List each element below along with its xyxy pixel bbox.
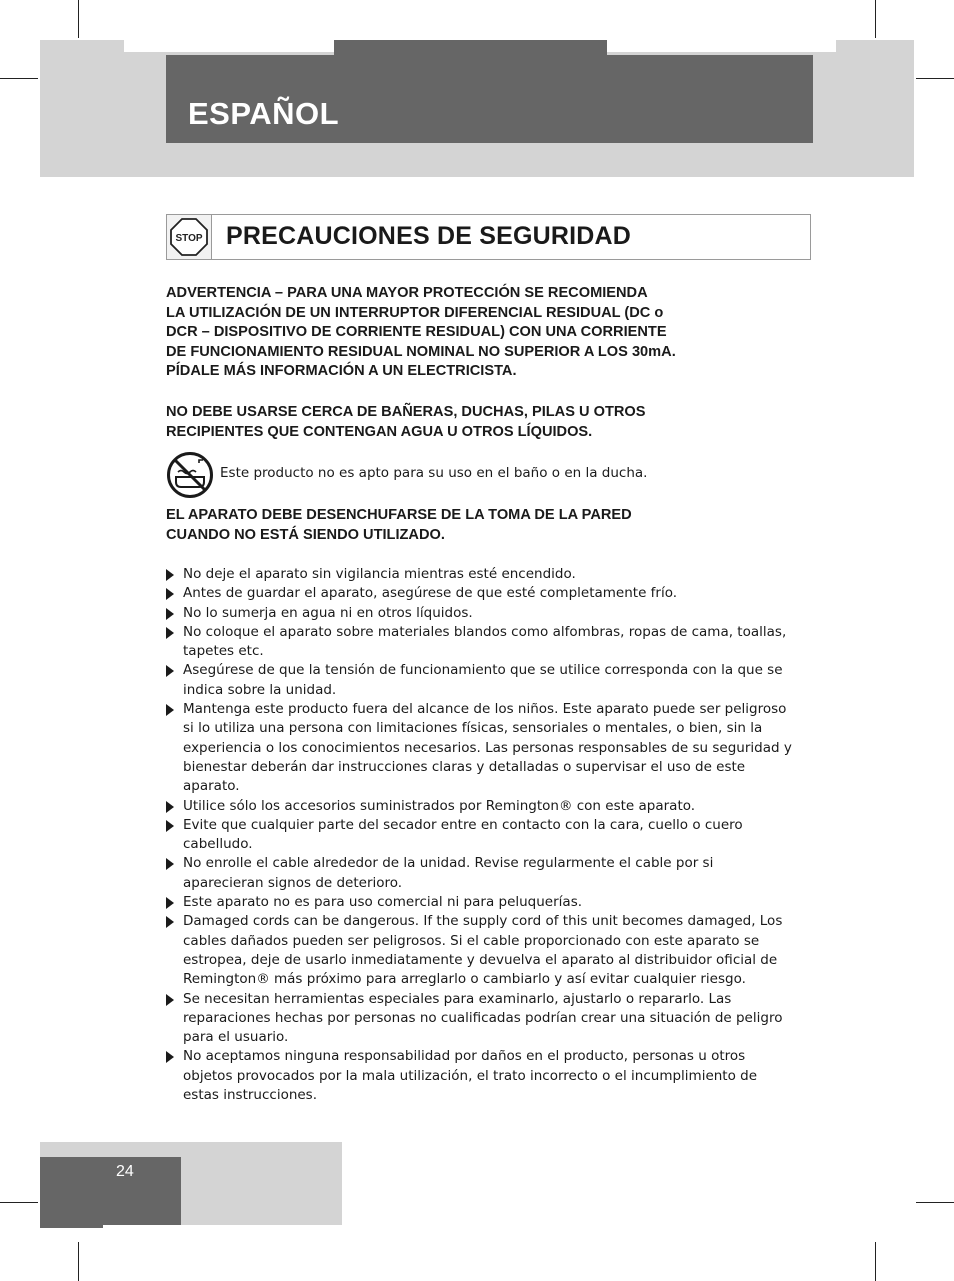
list-item: No deje el aparato sin vigilancia mientras esté encendido. [166, 565, 796, 584]
section-title: PRECAUCIONES DE SEGURIDAD [226, 222, 632, 250]
warning-line: DCR – DISPOSITIVO DE CORRIENTE RESIDUAL) CON UNA CORRIENTE [166, 324, 667, 341]
warning-line: PÍDALE MÁS INFORMACIÓN A UN ELECTRICISTA. [166, 363, 517, 380]
footer-page-block-tab [40, 1222, 103, 1228]
rcd-warning [166, 284, 676, 382]
list-item: Este aparato no es para uso comercial ni para peluquerías. [166, 893, 796, 912]
crop-mark [78, 1242, 79, 1281]
page-number: 24 [116, 1163, 134, 1180]
language-title: ESPAÑOL [188, 96, 340, 131]
crop-mark [78, 0, 79, 38]
arrow-icon [166, 994, 174, 1006]
arrow-icon [166, 588, 174, 600]
list-item: Evite que cualquier parte del secador entre en contacto con la cara, cuello o cuero cabelludo. [166, 816, 796, 855]
stop-icon [167, 215, 211, 259]
arrow-icon [166, 820, 174, 832]
list-item: No enrolle el cable alrededor de la unidad. Revise regularmente el cable por si aparecieran signos de deterioro. [166, 854, 796, 893]
warning-line: DE FUNCIONAMIENTO RESIDUAL NOMINAL NO SUPERIOR A LOS 30mA. [166, 343, 676, 360]
unplug-warning [166, 506, 632, 545]
no-bath-icon [166, 451, 214, 499]
list-item: No lo sumerja en agua ni en otros líquidos. [166, 604, 796, 623]
header-dark-tab [334, 40, 607, 56]
stop-icon-cell [167, 215, 212, 259]
crop-mark [0, 1202, 38, 1203]
warning-line: NO DEBE USARSE CERCA DE BAÑERAS, DUCHAS, PILAS U OTROS [166, 404, 646, 420]
bath-note: Este producto no es apto para su uso en el baño o en la ducha. [220, 465, 648, 481]
crop-mark [0, 78, 38, 79]
list-item: Antes de guardar el aparato, asegúrese de que esté completamente frío. [166, 584, 796, 603]
arrow-icon [166, 627, 174, 639]
warning-line: LA UTILIZACIÓN DE UN INTERRUPTOR DIFERENCIAL RESIDUAL (DC o [166, 304, 664, 321]
footer-page-block [40, 1157, 181, 1225]
arrow-icon [166, 608, 174, 620]
crop-mark [916, 1202, 954, 1203]
warning-line: RECIPIENTES QUE CONTENGAN AGUA U OTROS LÍQUIDOS. [166, 423, 593, 440]
warning-line: EL APARATO DEBE DESENCHUFARSE DE LA TOMA DE LA PARED [166, 507, 632, 523]
list-item: Damaged cords can be dangerous. If the supply cord of this unit becomes damaged, Los cables dañados pueden ser peligrosos. Si el cable proporcionado con este aparato se estropea, deje de usarlo inmediatamente y devuelva el aparato al distribuidor oficial de Remington® más próximo para arreglarlo o cambiarlo y así evitar cualquier riesgo. [166, 912, 796, 989]
arrow-icon [166, 916, 174, 928]
warning-line: ADVERTENCIA – PARA UNA MAYOR PROTECCIÓN SE RECOMIENDA [166, 285, 648, 301]
arrow-icon [166, 858, 174, 870]
arrow-icon [166, 897, 174, 909]
stop-icon-text: STOP [175, 233, 203, 244]
warning-line: CUANDO NO ESTÁ SIENDO UTILIZADO. [166, 526, 445, 543]
list-item: Se necesitan herramientas especiales para examinarlo, ajustarlo o repararlo. Las reparaciones hechas por personas no cualificadas podrían crear una situación de peligro para el usuario. [166, 990, 796, 1048]
crop-mark [875, 1242, 876, 1281]
section-header [166, 214, 811, 260]
list-item: Utilice sólo los accesorios suministrados por Remington® con este aparato. [166, 797, 796, 816]
arrow-icon [166, 704, 174, 716]
header-band-tab [836, 40, 914, 54]
list-item: Asegúrese de que la tensión de funcionamiento que se utilice corresponda con la que se indica sobre la unidad. [166, 661, 796, 700]
arrow-icon [166, 665, 174, 677]
arrow-icon [166, 569, 174, 581]
header-band-tab [40, 40, 124, 54]
safety-bullet-list [166, 565, 796, 1105]
arrow-icon [166, 801, 174, 813]
crop-mark [916, 78, 954, 79]
crop-mark [875, 0, 876, 38]
list-item: No coloque el aparato sobre materiales blandos como alfombras, ropas de cama, toallas, tapetes etc. [166, 623, 796, 662]
arrow-icon [166, 1051, 174, 1063]
list-item: No aceptamos ninguna responsabilidad por daños en el producto, personas u otros objetos provocados por la mala utilización, el trato incorrecto o el incumplimiento de estas instrucciones. [166, 1047, 796, 1105]
water-warning [166, 403, 645, 442]
list-item: Mantenga este producto fuera del alcance de los niños. Este aparato puede ser peligroso si lo utiliza una persona con limitaciones físicas, sensoriales o mentales, o bien, sin la experiencia o los conocimientos necesarios. Las personas responsables de su seguridad y bienestar deberán dar instrucciones claras y detalladas o supervisar el uso de este aparato. [166, 700, 796, 796]
